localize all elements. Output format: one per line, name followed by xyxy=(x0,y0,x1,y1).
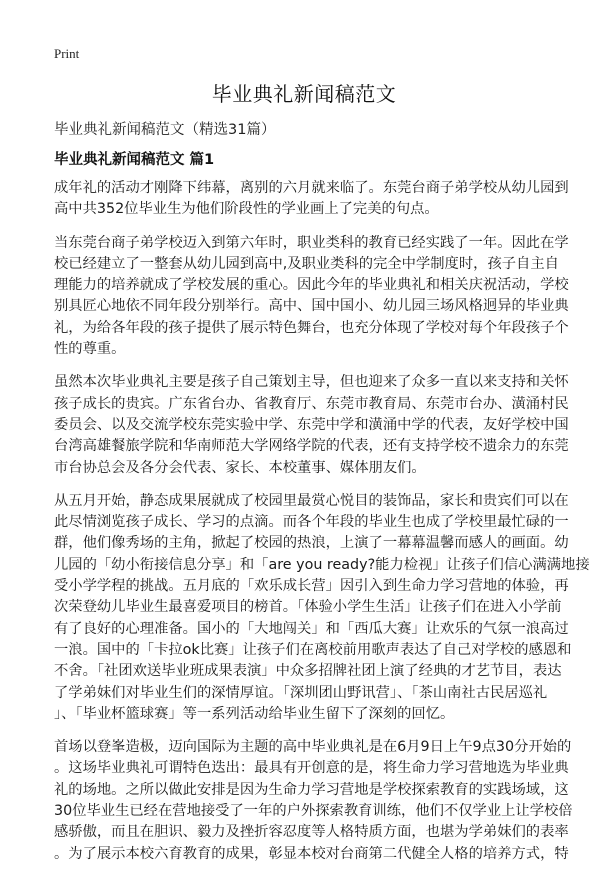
section-heading: 毕业典礼新闻稿范文 篇1 xyxy=(54,152,215,168)
paragraph-line: 儿园的「幼小衔接信息分享」和「are you ready?能力检视」让孩子们信心满满地接 xyxy=(54,556,590,573)
paragraph-line: 委员会、以及交流学校东莞实验中学、东莞中学和潢涌中学的代表，友好学校中国 xyxy=(54,416,569,433)
paragraph xyxy=(54,491,590,725)
paragraph-line: 礼的场地。之所以做此安排是因为生命力学习营地是学校探索教育的实践场域，这 xyxy=(54,781,569,798)
paragraph xyxy=(54,178,569,221)
paragraph-line: 性的尊重。 xyxy=(54,341,126,358)
paragraph-line: 首场以登峯造极，迈向国际为主题的高中毕业典礼是在6月9日上午9点30分开始的 xyxy=(54,739,572,756)
paragraph-line: 不舍。「社团欢送毕业班成果表演」中众多招牌社团上演了经典的才艺节目，表达 xyxy=(54,663,562,680)
paragraph-line: 别具匠心地依不同年段分别举行。高中、国中国小、幼儿园三场风格迥异的毕业典 xyxy=(54,298,569,315)
paragraph xyxy=(54,372,569,478)
paragraph-line: 理能力的培养就成了学校发展的重心。因此今年的毕业典礼和相关庆祝活动，学校 xyxy=(54,277,569,294)
paragraph xyxy=(54,737,573,865)
paragraph-line: 成年礼的活动才刚降下纬幕，离别的六月就来临了。东莞台商子弟学校从幼儿园到 xyxy=(54,180,569,196)
paragraph-line: 此尽情浏览孩子成长、学习的点滴。而各个年段的毕业生也成了学校里最忙碌的一 xyxy=(54,514,569,531)
paragraph-line: 有了良好的心理准备。国小的「大地闯关」和「西瓜大赛」让欢乐的气氛一浪高过 xyxy=(54,620,569,637)
paragraph-line: 。这场毕业典礼可谓特色迭出：最具有开创意的是，将生命力学习营地选为毕业典 xyxy=(54,760,569,777)
paragraph-line: 虽然本次毕业典礼主要是孩子自己策划主导，但也迎来了众多一直以来支持和关怀 xyxy=(54,374,569,391)
paragraph-line: 从五月开始，静态成果展就成了校园里最赏心悦目的装饰品，家长和贵宾们可以在 xyxy=(54,492,569,509)
document-title: 毕业典礼新闻稿范文 xyxy=(211,82,397,106)
paragraph-line: 次荣登幼儿毕业生最喜爱项目的榜首。「体验小学生生活」让孩子们在进入小学前 xyxy=(54,599,562,616)
paragraph-line: 受小学学程的挑战。五月底的「欢乐成长营」因引入到生命力学习营地的体验，再 xyxy=(54,578,569,595)
paragraph-line: 。为了展示本校六育教育的成果，彰显本校对台商第二代健全人格的培养方式，特 xyxy=(54,845,569,862)
paragraph-line: 一浪。国中的「卡拉ok比赛」让孩子们在离校前用歌声表达了自己对学校的感恩和 xyxy=(54,641,572,658)
paragraph-line: 30位毕业生已经在营地接受了一年的户外探索教育训练，他们不仅学业上让学校倍 xyxy=(54,803,573,820)
paragraph-line: 当东莞台商子弟学校迈入到第六年时，职业类科的教育已经实践了一年。因此在学 xyxy=(54,234,569,251)
paragraph-line: 感骄傲，而且在胆识、毅力及挫折容忍度等人格特质方面，也堪为学弟妹们的表率 xyxy=(54,824,569,841)
paragraph-line: 孩子成长的贵宾。广东省台办、省教育厅、东莞市教育局、东莞市台办、潢涌村民 xyxy=(54,395,569,412)
paragraph-line: 高中共352位毕业生为他们阶段性的学业画上了完美的句点。 xyxy=(54,201,439,218)
paragraph-line: 了学弟妹们对毕业生们的深情厚谊。「深圳团山野讯营」、「茶山南社古民居巡礼 xyxy=(54,684,548,701)
paragraph-line: 礼，为给各年段的孩子提供了展示特色舞台，也充分体现了学校对每个年段孩子个 xyxy=(54,319,569,336)
paragraph-line: 市台协总会及各分会代表、家长、本校董事、媒体朋友们。 xyxy=(54,459,426,476)
document-subtitle: 毕业典礼新闻稿范文（精选31篇） xyxy=(54,122,276,138)
paragraph-line: 台湾高雄餐旅学院和华南师范大学网络学院的代表，还有支持学校不遗余力的东莞 xyxy=(54,438,569,455)
paragraph xyxy=(54,233,569,361)
paragraph-line: 群，他们像秀场的主角，掀起了校园的热浪，上演了一幕幕温馨而感人的画面。幼 xyxy=(54,535,569,552)
paragraph-line: 」、「毕业杯篮球赛」等一系列活动给毕业生留下了深刻的回忆。 xyxy=(54,705,455,722)
paragraph-line: 校已经建立了一整套从幼儿园到高中,及职业类科的完全中学制度时，孩子自主自 xyxy=(54,255,559,272)
print-label[interactable]: Print xyxy=(54,46,80,61)
article-body xyxy=(54,178,590,877)
